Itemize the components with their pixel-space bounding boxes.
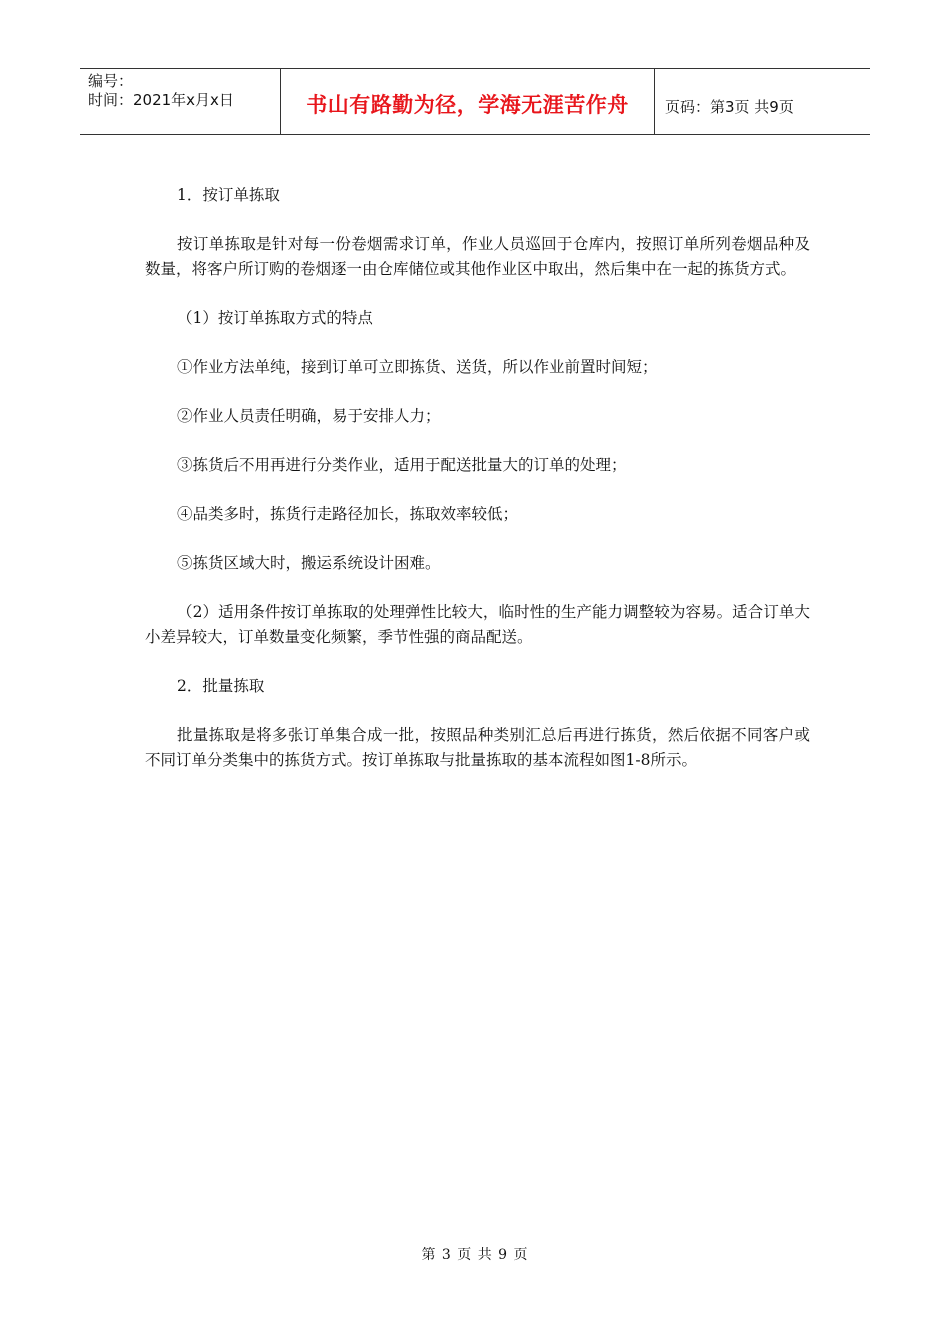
page-footer: 第 3 页 共 9 页 — [421, 1247, 529, 1263]
header-page-info: 页码：第3页 共9页 — [665, 98, 794, 116]
document-body — [145, 183, 810, 797]
section-heading-2: 2．批量拣取 — [177, 677, 265, 695]
document-date: 时间：2021年x月x日 — [88, 91, 234, 109]
subheading-1: （1）按订单拣取方式的特点 — [177, 309, 373, 327]
paragraph-1: 按订单拣取是针对每一份卷烟需求订单，作业人员巡回于仓库内，按照订单所列卷烟品种及数量，将客户所订购的卷烟逐一由仓库储位或其他作业区中取出，然后集中在一起的拣货方式。 — [145, 235, 810, 278]
feature-item-1: ①作业方法单纯，接到订单可立即拣货、送货，所以作业前置时间短； — [177, 358, 658, 376]
header-meta-cell — [80, 69, 281, 134]
feature-item-5: ⑤拣货区域大时，搬运系统设计困难。 — [177, 554, 441, 572]
feature-item-4: ④品类多时，拣货行走路径加长，拣取效率较低； — [177, 505, 519, 523]
header-motto: 书山有路勤为径，学海无涯苦作舟 — [281, 69, 655, 134]
section-heading-1: 1．按订单拣取 — [177, 186, 280, 204]
feature-item-3: ③拣货后不用再进行分类作业，适用于配送批量大的订单的处理； — [177, 456, 627, 474]
feature-item-2: ②作业人员责任明确，易于安排人力； — [177, 407, 441, 425]
paragraph-2: （2）适用条件按订单拣取的处理弹性比较大，临时性的生产能力调整较为容易。适合订单大小差异较大，订单数量变化频繁，季节性强的商品配送。 — [145, 603, 810, 646]
page-header — [80, 68, 870, 135]
document-number-label: 编号： — [88, 72, 134, 90]
paragraph-3: 批量拣取是将多张订单集合成一批，按照品种类别汇总后再进行拣货，然后依据不同客户或不同订单分类集中的拣货方式。按订单拣取与批量拣取的基本流程如图1-8所示。 — [145, 726, 810, 769]
